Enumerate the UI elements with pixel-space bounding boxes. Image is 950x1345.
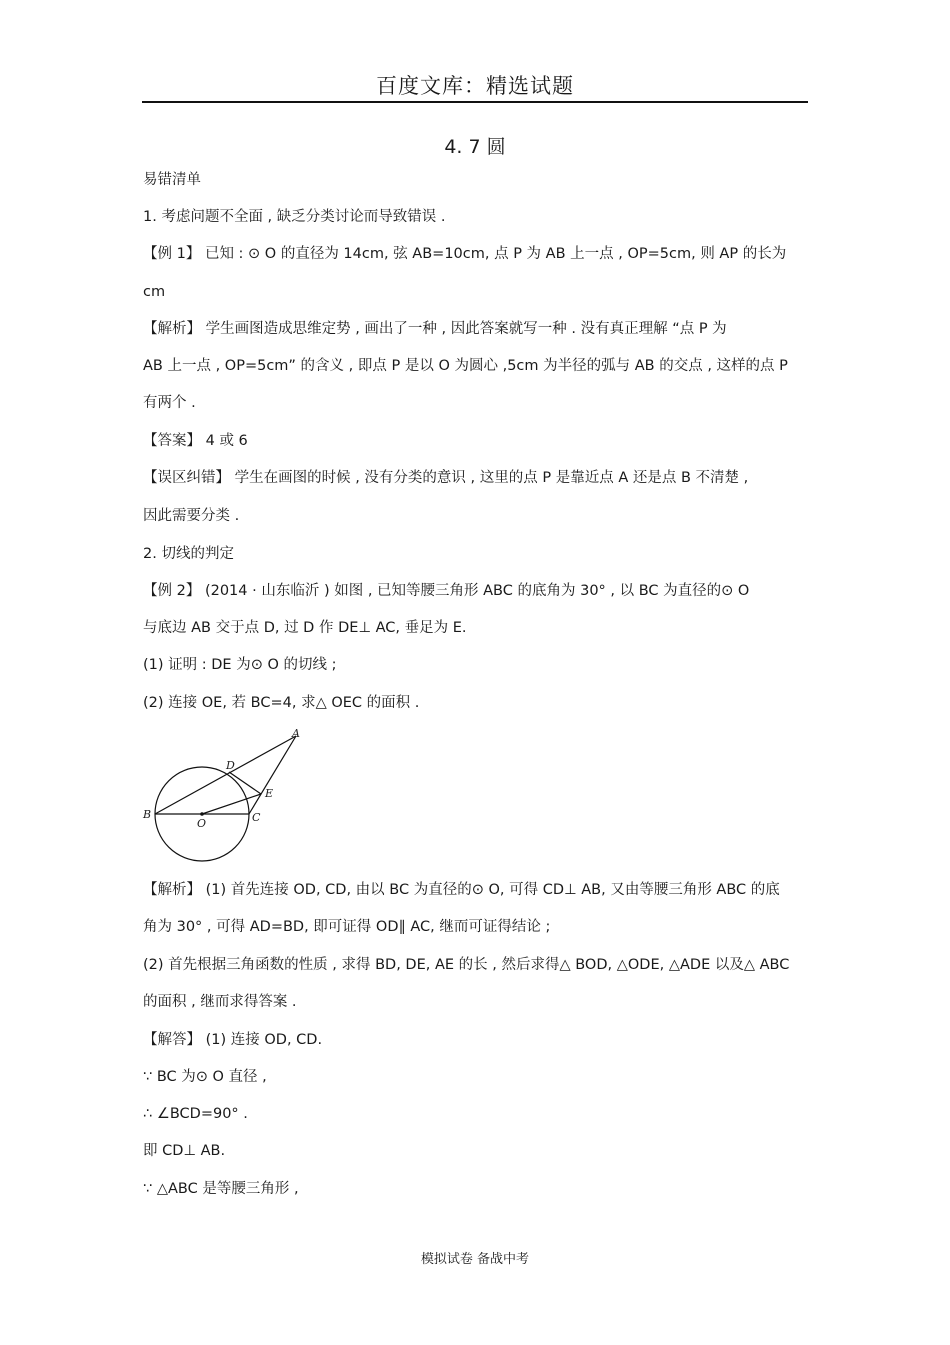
- label-a: A: [292, 727, 300, 740]
- paragraph-line: (2) 首先根据三角函数的性质 , 求得 BD, DE, AE 的长 , 然后求得△ BOD, △ODE, △ADE 以及△ ABC: [143, 957, 790, 973]
- paragraph-line: 即 CD⊥ AB.: [143, 1143, 226, 1159]
- paragraph-line: 的面积 , 继而求得答案 .: [143, 994, 297, 1010]
- header-rule: [142, 101, 808, 103]
- paragraph-line: 角为 30° , 可得 AD=BD, 即可证得 OD∥ AC, 继而可证得结论 ;: [143, 919, 551, 935]
- paragraph-line: ∵ BC 为⊙ O 直径 ,: [143, 1069, 267, 1085]
- label-o: O: [197, 817, 207, 830]
- paragraph-line: 【例 1】 已知 : ⊙ O 的直径为 14cm, 弦 AB=10cm, 点 P 为 AB 上一点 , OP=5cm, 则 AP 的长为: [143, 246, 787, 262]
- label-c: C: [252, 811, 261, 824]
- segment-de: [229, 772, 261, 794]
- paragraph-line: ∵ △ABC 是等腰三角形 ,: [143, 1181, 299, 1197]
- paragraph-line: 【误区纠错】 学生在画图的时候 , 没有分类的意识 , 这里的点 P 是靠近点 A 还是点 B 不清楚 ,: [143, 470, 749, 486]
- center-point-o: [200, 812, 204, 816]
- paragraph-line: ∴ ∠BCD=90° .: [143, 1106, 248, 1122]
- label-e: E: [265, 787, 274, 800]
- paragraph-line: 【例 2】 (2014 · 山东临沂 ) 如图 , 已知等腰三角形 ABC 的底角为 30° , 以 BC 为直径的⊙ O: [143, 583, 750, 599]
- paragraph-line: 【答案】 4 或 6: [143, 433, 248, 449]
- paragraph-line: AB 上一点 , OP=5cm” 的含义 , 即点 P 是以 O 为圆心 ,5cm 为半径的弧与 AB 的交点 , 这样的点 P: [143, 358, 788, 374]
- page-footer: 模拟试卷 备战中考: [420, 1252, 530, 1267]
- paragraph-line: 【解答】 (1) 连接 OD, CD.: [143, 1032, 323, 1048]
- paragraph-line: 与底边 AB 交于点 D, 过 D 作 DE⊥ AC, 垂足为 E.: [143, 620, 467, 636]
- paragraph-line: 因此需要分类 .: [143, 508, 240, 524]
- paragraph-line: 【解析】 学生画图造成思维定势 , 画出了一种 , 因此答案就写一种 . 没有真正理解 “点 P 为: [143, 321, 727, 337]
- document-title: 4. 7 圆: [444, 136, 506, 158]
- paragraph-line: cm: [143, 284, 166, 300]
- section-heading: 易错清单: [143, 172, 201, 188]
- paragraph-line: 【解析】 (1) 首先连接 OD, CD, 由以 BC 为直径的⊙ O, 可得 CD⊥ AB, 又由等腰三角形 ABC 的底: [143, 882, 780, 898]
- header-title: 百度文库：精选试题: [376, 74, 574, 98]
- paragraph-line: 1. 考虑问题不全面 , 缺乏分类讨论而导致错误 .: [143, 209, 446, 225]
- paragraph-line: (1) 证明 : DE 为⊙ O 的切线 ;: [143, 657, 337, 673]
- paragraph-line: 2. 切线的判定: [143, 546, 234, 562]
- paragraph-line: (2) 连接 OE, 若 BC=4, 求△ OEC 的面积 .: [143, 695, 420, 711]
- segment-ca: [249, 736, 296, 814]
- geometry-figure: [140, 726, 310, 866]
- paragraph-line: 有两个 .: [143, 395, 196, 411]
- label-b: B: [143, 808, 152, 821]
- label-d: D: [226, 759, 235, 772]
